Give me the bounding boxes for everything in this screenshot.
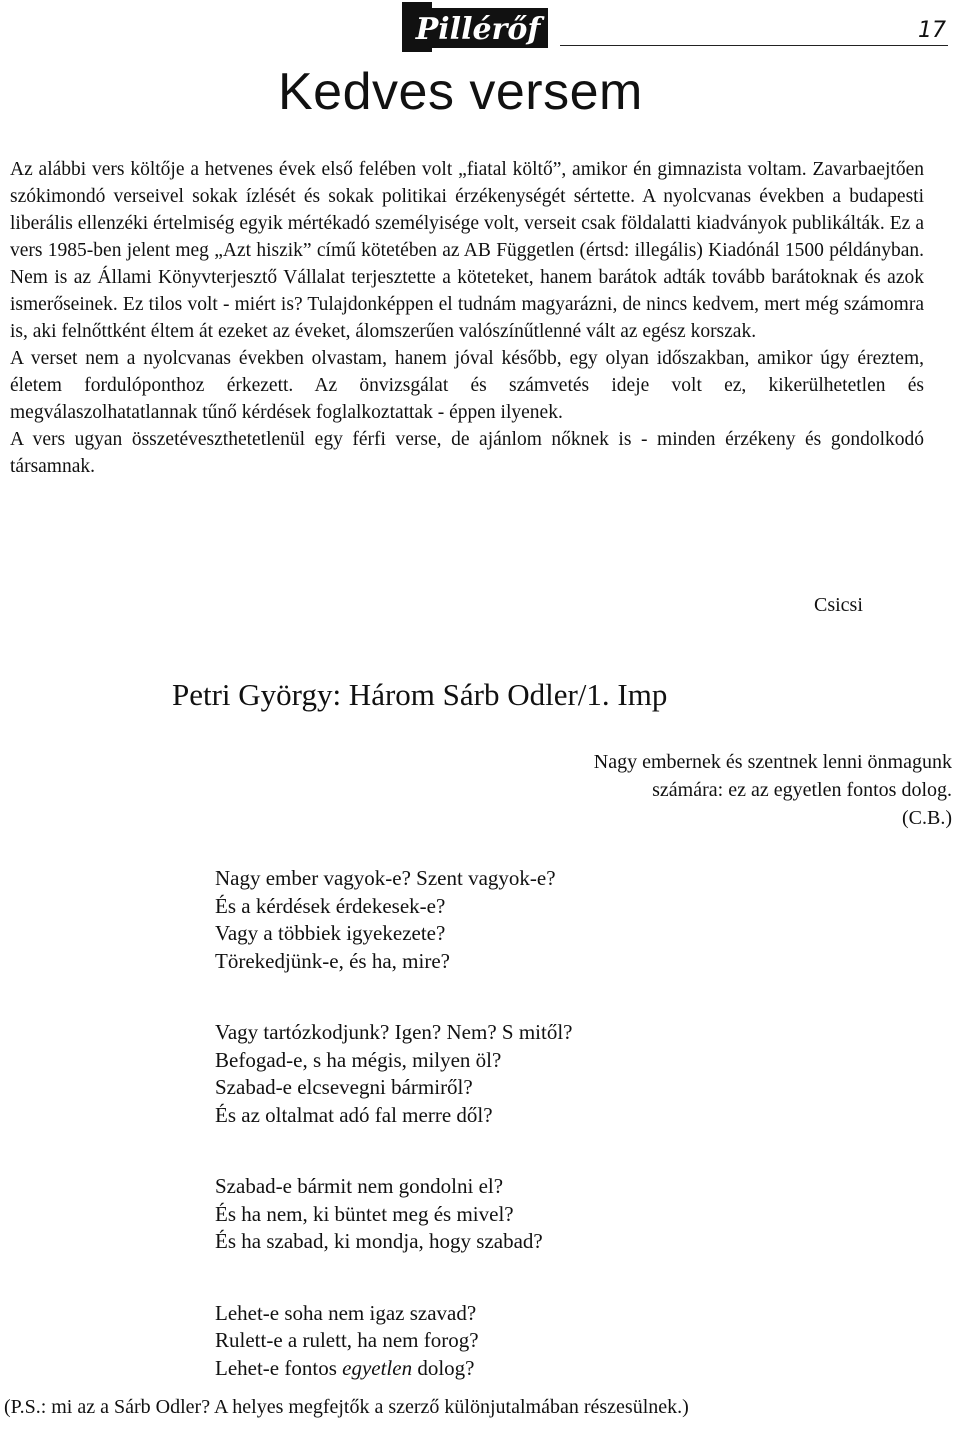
poem-title: Petri György: Három Sárb Odler/1. Imp (172, 677, 668, 712)
poem-line: Rulett-e a rulett, ha nem forog? (215, 1328, 479, 1352)
intro-paragraph: A vers ugyan összetéveszthetetlenül egy férfi verse, de ajánlom nőknek is - minden érzékeny és gondolkodó társamnak. (10, 429, 924, 477)
poem-line: Lehet-e soha nem igaz szavad? (215, 1300, 477, 1325)
masthead-text: Pillérőf (415, 12, 541, 47)
intro-paragraph: A verset nem a nyolcvanas években olvastam, hanem jóval később, egy olyan időszakban, amikor úgy éreztem, életem fordulóponthoz érkezett. Az önvizsgálat és számvetés ideje volt ez, kikerülhetetlen és megválaszolhatatlannak tűnő kérdések foglalkoztattak - éppen ilyenek. (10, 348, 924, 423)
motto-line: Nagy embernek és szentnek lenni önmagunk (593, 751, 952, 773)
stanza (215, 865, 572, 975)
motto-line: számára: ez az egyetlen fontos dolog. (652, 779, 952, 801)
article-title: Kedves versem (278, 63, 643, 121)
stanza (215, 1019, 572, 1129)
poem-line-start: Lehet-e fontos (215, 1355, 337, 1380)
intro-text (10, 156, 924, 480)
stanza (215, 1173, 572, 1256)
page-number: 17 (918, 18, 946, 43)
motto-attribution: (C.B.) (902, 807, 952, 829)
poem-line: És ha nem, ki büntet meg és mivel? (215, 1201, 514, 1226)
poem-line: És az oltalmat adó fal merre dől? (215, 1102, 493, 1127)
poem-line: Szabad-e bármit nem gondolni el? (215, 1174, 504, 1198)
poem-line: Törekedjünk-e, és ha, mire? (215, 948, 450, 973)
masthead-logo (402, 2, 554, 52)
postscript: (P.S.: mi az a Sárb Odler? A helyes megfejtők a szerző különjutalmában részesülnek.) (4, 1396, 689, 1418)
stanza (215, 1300, 572, 1383)
intro-paragraph: Az alábbi vers költője a hetvenes évek első felében volt „fiatal költő”, amikor én gimnazista voltam. Zavarbaejtően szókimondó verseivel sokak ízlését és sokak politikai érzékenységét sértette. A nyolcvanas években a budapesti liberális ellenzéki értelmiség egyik mértékadó személyisége volt, verseit csak földalatti kiadványok publikálták. Ez a vers 1985-ben jelent meg „Azt hiszik” című kötetében az AB Független (értsd: illegális) Kiadónál 1500 példányban. Nem is az Állami Könyvterjesztő Vállalat terjesztette a köteteket, hanem barátok adták tovább barátoknak és azok ismerőseinek. Ez tilos volt - miért is? Tulajdonképpen el tudnám magyarázni, de nincs kedvem, mert még számomra is, aki felnőttként éltem át ezeket az éveket, álomszerűen valószínűtlenné vált az egész korszak. (10, 159, 924, 342)
poem-motto (392, 748, 952, 832)
poem-line: Befogad-e, s ha mégis, milyen öl? (215, 1047, 502, 1072)
poem-emphasis: egyetlen (342, 1355, 413, 1380)
poem-line: Vagy a többiek igyekezete? (215, 921, 446, 945)
poem-line: És a kérdések érdekesek-e? (215, 893, 446, 918)
signature: Csicsi (814, 594, 863, 616)
poem-line: Szabad-e elcsevegni bármiről? (215, 1075, 473, 1099)
poem-body (215, 865, 572, 1426)
header-rule (560, 45, 948, 46)
poem-line-end: dolog? (417, 1355, 475, 1380)
poem-line: Nagy ember vagyok-e? Szent vagyok-e? (215, 866, 556, 890)
poem-line: És ha szabad, ki mondja, hogy szabad? (215, 1229, 543, 1253)
poem-line-last (215, 1355, 572, 1383)
poem-line: Vagy tartózkodjunk? Igen? Nem? S mitől? (215, 1020, 573, 1044)
